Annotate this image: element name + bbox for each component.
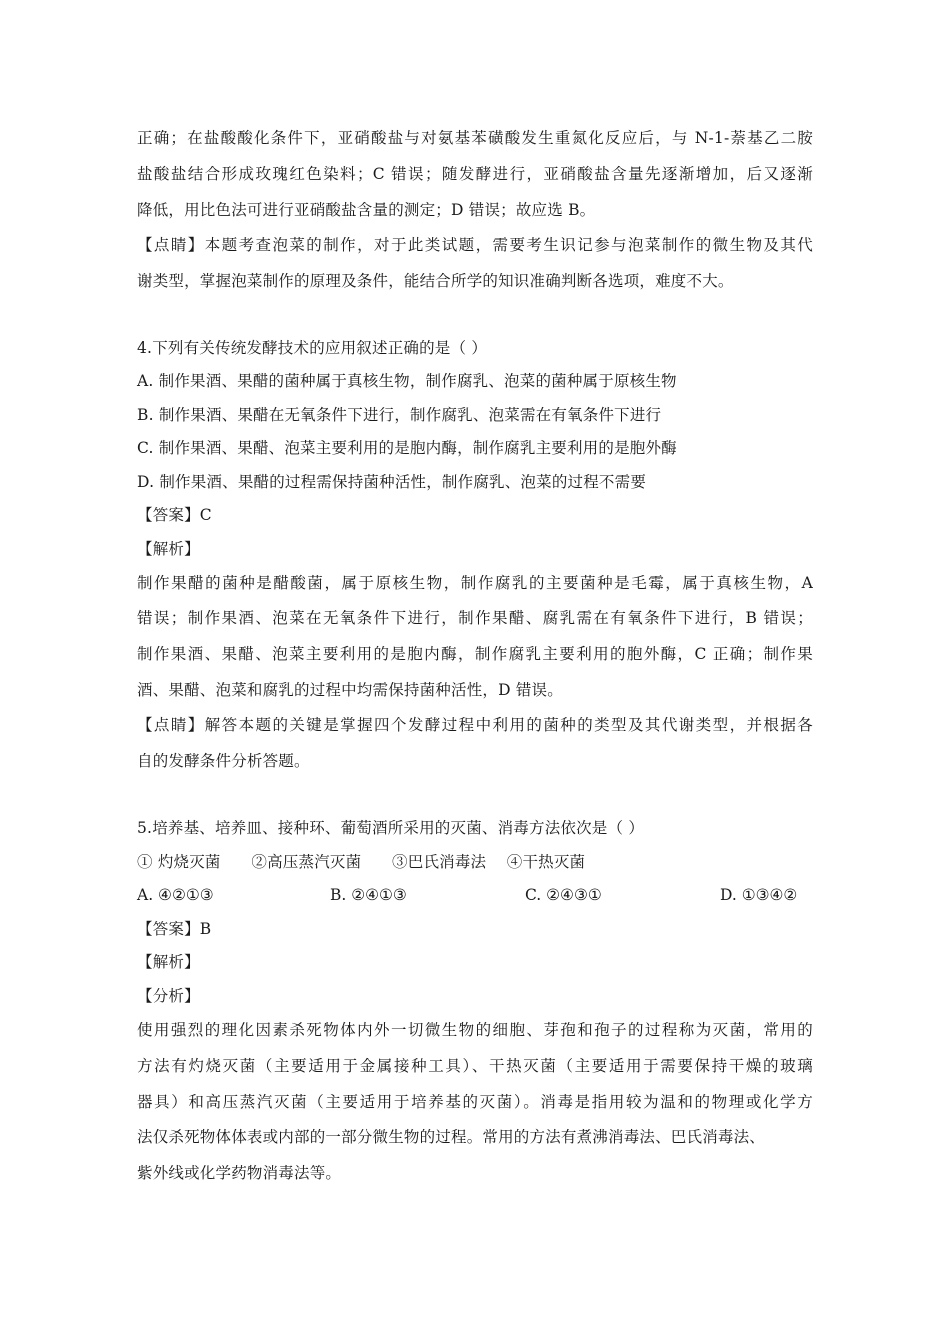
question-4-analysis-line: 制作果酒、果醋、泡菜主要利用的是胞内酶，制作腐乳主要利用的胞外酶，C 正确；制作果: [137, 645, 813, 663]
question-5-analysis-heading: 【解析】: [137, 953, 200, 971]
question-5-option-a: A. ④②①③: [137, 886, 214, 904]
question-5-option-c: C. ②④③①: [525, 886, 602, 904]
dianjing-line: 谢类型，掌握泡菜制作的原理及条件，能结合所学的知识准确判断各选项，难度不大。: [137, 272, 734, 290]
dianjing-line: 【点睛】本题考查泡菜的制作，对于此类试题，需要考生识记参与泡菜制作的微生物及其代: [137, 236, 813, 254]
question-5-stem: 5.培养基、培养皿、接种环、葡萄酒所采用的灭菌、消毒方法依次是（ ）: [137, 819, 645, 837]
question-5-fenxi-heading: 【分析】: [137, 987, 200, 1005]
question-4-option-a: A. 制作果酒、果醋的菌种属于真核生物，制作腐乳、泡菜的菌种属于原核生物: [137, 372, 677, 390]
question-4-option-b: B. 制作果酒、果醋在无氧条件下进行，制作腐乳、泡菜需在有氧条件下进行: [137, 406, 662, 424]
analysis-line: 盐酸盐结合形成玫瑰红色染料；C 错误；随发酵进行，亚硝酸盐含量先逐渐增加，后又逐渐: [137, 165, 813, 183]
question-5-fenxi-line: 法仅杀死物体体表或内部的一部分微生物的过程。常用的方法有煮沸消毒法、巴氏消毒法、: [137, 1128, 766, 1146]
question-4-answer: 【答案】C: [137, 506, 212, 524]
question-4-dianjing-line: 自的发酵条件分析答题。: [137, 752, 310, 770]
question-4-analysis-heading: 【解析】: [137, 540, 200, 558]
question-5-fenxi-line: 方法有灼烧灭菌（主要适用于金属接种工具）、干热灭菌（主要适用于需要保持干燥的玻璃: [137, 1057, 813, 1075]
question-5-answer: 【答案】B: [137, 920, 212, 938]
question-5-fenxi-line: 器具）和高压蒸汽灭菌（主要适用于培养基的灭菌）。消毒是指用较为温和的物理或化学方: [137, 1093, 813, 1111]
question-4-option-c: C. 制作果酒、果醋、泡菜主要利用的是胞内酶，制作腐乳主要利用的是胞外酶: [137, 439, 677, 457]
question-4-analysis-line: 酒、果醋、泡菜和腐乳的过程中均需保持菌种活性，D 错误。: [137, 681, 563, 699]
question-4-dianjing-line: 【点睛】解答本题的关键是掌握四个发酵过程中利用的菌种的类型及其代谢类型，并根据各: [137, 716, 813, 734]
question-4-analysis-line: 错误；制作果酒、泡菜在无氧条件下进行，制作果醋、腐乳需在有氧条件下进行，B 错误；: [137, 609, 813, 627]
question-5-methods: ① 灼烧灭菌 ②高压蒸汽灭菌 ③巴氏消毒法 ④干热灭菌: [137, 853, 586, 871]
analysis-line: 降低，用比色法可进行亚硝酸盐含量的测定；D 错误；故应选 B。: [137, 201, 596, 219]
question-4-option-d: D. 制作果酒、果醋的过程需保持菌种活性，制作腐乳、泡菜的过程不需要: [137, 473, 647, 491]
question-5-option-b: B. ②④①③: [330, 886, 407, 904]
question-4-stem: 4.下列有关传统发酵技术的应用叙述正确的是（ ）: [137, 339, 488, 357]
question-5-fenxi-line: 紫外线或化学药物消毒法等。: [137, 1164, 342, 1182]
question-4-analysis-line: 制作果醋的菌种是醋酸菌，属于原核生物，制作腐乳的主要菌种是毛霉，属于真核生物，A: [137, 574, 813, 592]
question-5-option-d: D. ①③④②: [720, 886, 798, 904]
analysis-line: 正确；在盐酸酸化条件下，亚硝酸盐与对氨基苯磺酸发生重氮化反应后，与 N-1-萘基乙二胺: [137, 129, 813, 147]
question-5-fenxi-line: 使用强烈的理化因素杀死物体内外一切微生物的细胞、芽孢和孢子的过程称为灭菌，常用的: [137, 1021, 813, 1039]
